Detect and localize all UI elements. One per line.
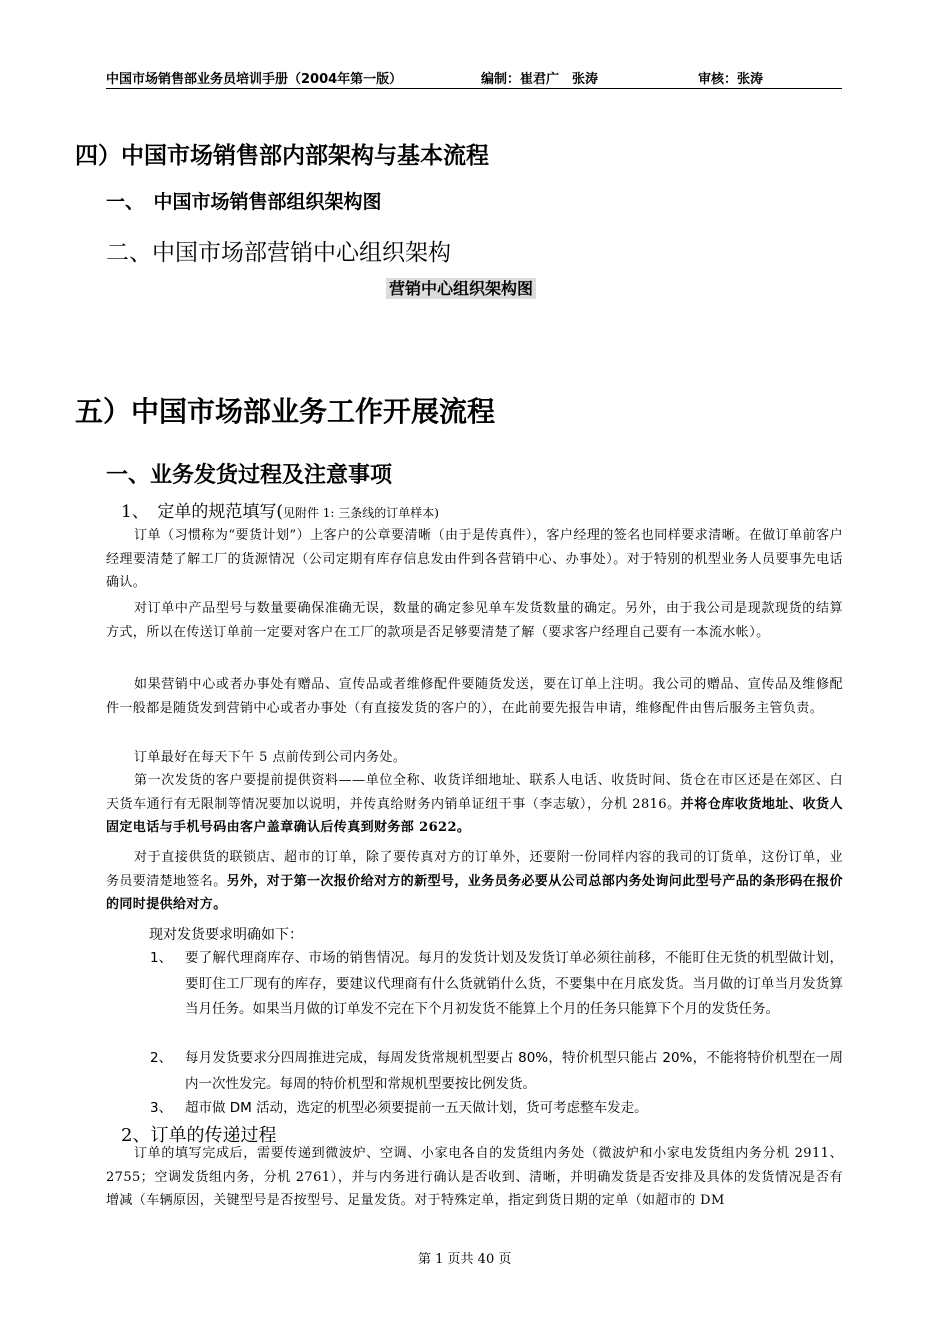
section5-sub1: 一、业务发货过程及注意事项 bbox=[106, 463, 393, 488]
requirement-number: 1、 bbox=[150, 950, 173, 966]
paragraph-text: 订单最好在每天下午 5 点前传到公司内务处。 bbox=[134, 750, 407, 765]
paragraph-text: 订单（习惯称为“要货计划”）上客户的公章要清晰（由于是传真件），客户经理的签名也同样要求清晰。在做订单前客户经理要清楚了解工厂的货源情况（公司定期有库存信息发由件到各营销中心、办事处）。对于特别的机型业务人员要事先电话确认。 bbox=[106, 528, 843, 590]
item2-title: 2、订单的传递过程 bbox=[121, 1125, 277, 1146]
header-editors: 编制：崔君广 张涛 bbox=[481, 72, 599, 87]
paragraph-text: 如果营销中心或者办事处有赠品、宣传品或者维修配件要随货发送，要在订单上注明。我公司的赠品、宣传品及维修配件一般都是随货发到营销中心或者办事处（有直接发货的客户的），在此前要先报告申请，维修配件由售后服务主管负责。 bbox=[106, 677, 843, 716]
requirement-text: 要了解代理商库存、市场的销售情况。每月的发货计划及发货订单必须往前移，不能盯住无货的机型做计划，要盯住工厂现有的库存，要建议代理商有什么货就销什么货，不要集中在月底发货。当月做的订单当月发货算当月任务。如果当月做的订单发不完在下个月初发货不能算上个月的任务只能算下个月的发货任务。 bbox=[185, 950, 843, 1017]
page-number: 第 1 页共 40 页 bbox=[418, 1252, 512, 1267]
requirement-number: 3、 bbox=[150, 1100, 173, 1116]
paragraph-text: 第一次发货的客户要提前提供资料——单位全称、收货详细地址、联系人电话、收货时间、货仓在市区还是在郊区、白天货车通行有无限制等情况要加以说明，并传真给财务内销单证纽干事（李志敏），分机 2816。 bbox=[106, 773, 843, 812]
paragraph-bold-text: 另外，对于第一次报价给对方的新型号，业务员务必要从公司总部内务处询问此型号产品的条形码在报价的同时提供给对方。 bbox=[106, 873, 844, 912]
requirements-intro: 现对发货要求明确如下： bbox=[149, 927, 303, 943]
body-paragraph bbox=[106, 524, 843, 595]
requirement-item bbox=[150, 946, 843, 1023]
chart-caption: 营销中心组织架构图 bbox=[386, 278, 536, 299]
body-paragraph bbox=[106, 746, 843, 770]
paragraph-bold-text: 并将仓库收货地址、收货人固定电话与手机号码由客户盖章确认后传真到财务部 2622。 bbox=[106, 796, 843, 835]
requirement-number: 2、 bbox=[150, 1050, 173, 1066]
section5-title: 五）中国市场部业务工作开展流程 bbox=[75, 395, 496, 428]
item1-title: 1、 定单的规范填写( bbox=[121, 502, 283, 522]
section4-sub2: 二、中国市场部营销中心组织架构 bbox=[106, 240, 451, 266]
requirement-item bbox=[150, 1096, 843, 1122]
requirement-item bbox=[150, 1046, 843, 1097]
page-header bbox=[106, 66, 842, 89]
header-manual-title: 中国市场销售部业务员培训手册（2004年第一版） bbox=[106, 72, 403, 87]
requirement-text: 超市做 DM 活动，选定的机型必须要提前一五天做计划，货可考虑整车发走。 bbox=[185, 1100, 648, 1116]
section4-title: 四）中国市场销售部内部架构与基本流程 bbox=[75, 143, 489, 169]
body-paragraph bbox=[106, 597, 843, 644]
paragraph-text: 对订单中产品型号与数量要确保准确无误，数量的确定参见单车发货数量的确定。另外，由于我公司是现款现货的结算方式，所以在传送订单前一定要对客户在工厂的款项是否足够要清楚了解（要求客户经理自己要有一本流水帐）。 bbox=[106, 601, 843, 640]
chart-caption-wrap bbox=[386, 276, 536, 299]
body-paragraph bbox=[106, 769, 843, 840]
paragraph-text: 对于直接供货的联锁店、超市的订单，除了要传真对方的订单外，还要附一份同样内容的我司的订货单，这份订单，业务员要清楚地签名。 bbox=[106, 850, 843, 889]
requirement-text: 每月发货要求分四周推进完成，每周发货常规机型要占 80%，特价机型只能占 20%，不能将特价机型在一周内一次性发完。每周的特价机型和常规机型要按比例发货。 bbox=[185, 1050, 843, 1092]
header-reviewer: 审核：张涛 bbox=[698, 72, 764, 87]
body-paragraph bbox=[106, 846, 843, 917]
item2-paragraph: 订单的填写完成后，需要传递到微波炉、空调、小家电各自的发货组内务处（微波炉和小家电发货组内务分机 2911、2755；空调发货组内务，分机 2761），并与内务进行确认是否收到、清晰，并明确发货是否安排及具体的发货情况是否有增减（车辆原因，关键型号是否按型号、足量发货。对于特殊定单，指定到货日期的定单（如超市的 DM bbox=[106, 1146, 843, 1208]
item1-heading bbox=[121, 497, 439, 522]
item1-note: 见附件 1: 三条线的订单样本) bbox=[282, 506, 439, 520]
body-paragraph bbox=[106, 673, 843, 720]
section4-sub1: 一、 中国市场销售部组织架构图 bbox=[106, 191, 382, 213]
